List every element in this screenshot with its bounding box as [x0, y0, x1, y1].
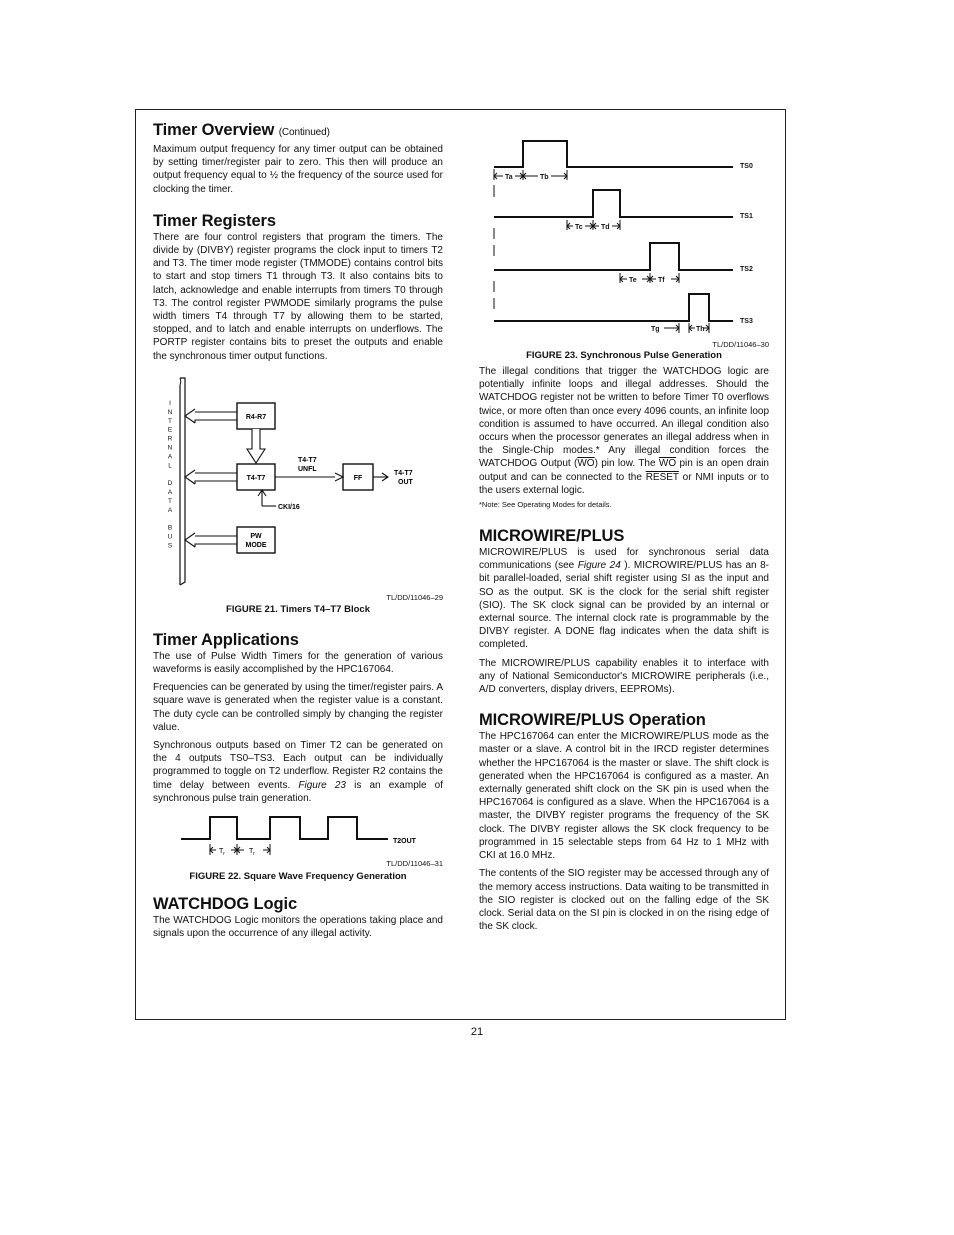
- watchdog-heading: WATCHDOG Logic: [153, 895, 298, 914]
- microwire-operation-heading: MICROWIRE/PLUS Operation: [479, 711, 706, 730]
- fig23-code: TL/DD/11046–30: [712, 340, 769, 349]
- bus-letter: A: [167, 506, 173, 514]
- left-column: [153, 120, 443, 940]
- ts3-trace: [494, 294, 733, 321]
- fig21-code: TL/DD/11046–29: [386, 592, 443, 602]
- tg-label: Tg: [651, 326, 660, 333]
- figure-22: [153, 811, 443, 871]
- tc-label: Tc: [575, 224, 583, 231]
- bus-right-line: [180, 378, 185, 585]
- pwmode-box: [237, 527, 275, 553]
- cki-arrow: [258, 490, 266, 500]
- fig22-code: TL/DD/11046–31: [386, 859, 443, 869]
- wo-signal: $\overline{WO}$: [577, 458, 595, 470]
- ff-label: FF: [353, 474, 363, 482]
- bus-letter: T: [168, 497, 172, 505]
- ts3-label: TS3: [740, 318, 753, 325]
- right-column: [479, 132, 769, 933]
- ts0-label: TS0: [740, 163, 753, 170]
- bus-letter: A: [167, 453, 173, 461]
- bus-letter: S: [167, 542, 173, 550]
- watchdog-para: The WATCHDOG Logic monitors the operations taking place and signals upon the occurrence of any illegal activity.: [153, 915, 443, 940]
- td-label: Td: [601, 224, 610, 231]
- ts0-trace: [494, 141, 733, 167]
- bus-letter: L: [168, 462, 172, 470]
- tf-label: Tf: [658, 277, 665, 284]
- tb-label: Tb: [540, 174, 549, 181]
- fig21-caption: FIGURE 21. Timers T4–T7 Block: [226, 603, 370, 615]
- figure-23: [479, 132, 769, 349]
- cki-label: CKI/16: [278, 503, 300, 511]
- pwmode-label-2: MODE: [245, 541, 267, 549]
- bus-letter: B: [167, 524, 173, 532]
- tr-label-1: $T_r$: [219, 848, 225, 858]
- operation-para-1: The HPC167064 can enter the MICROWIRE/PLUS mode as the master or a slave. A control bit in the IRCD register determines whether the HPC167064 is the master or slave. The shift clock is generated when the HPC167064 is configured as a master. An externally generated shift clock on the SK pin is used when the HPC167064 is configured as a slave. When the HPC167064 is a master, the DIVBY register programs the frequency of the SK clock. The DIVBY register allows the SK clock frequency to be programmed in 15 selectable steps from 64 Hz to 1 MHz with CKI at 16.0 MHz.: [479, 731, 769, 862]
- applications-para-1: The use of Pulse Width Timers for the generation of various waveforms is easily accomplished by the HPC167064.: [153, 650, 443, 676]
- ts2-trace: [494, 243, 733, 270]
- bus-letter: E: [167, 426, 173, 434]
- applications-para-3: Synchronous outputs based on Timer T2 can be generated on the 4 outputs TS0–TS3. Each output can be individually programmed to toggle on T2 underflow. Register R2 contains the time delay between events. Figure 23 is an example of synchronous pulse train generation.: [153, 740, 444, 804]
- tr-label-2: $T_r$: [249, 848, 255, 858]
- timer-registers-heading: Timer Registers: [153, 211, 276, 230]
- microwire-para-1: MICROWIRE/PLUS is used for synchronous serial data communications (see Figure 24 ). MICROWIRE/PLUS has an 8-bit parallel-loaded, serial shift register using SI as the input and SO as the output. SK is the clock for the serial shift register (SIO). The SK clock signal can be provided by an internal or external source. The internal clock rate is programmable by the DIVBY register. A DONE flag indicates when the data shift is completed.: [479, 547, 769, 651]
- figure-23-ref: Figure 23: [298, 779, 346, 791]
- ts2-label: TS2: [740, 266, 753, 273]
- ts1-trace: [494, 190, 733, 217]
- bus-letter: A: [167, 488, 173, 496]
- te-label: Te: [629, 277, 637, 284]
- timing-dimensions: [494, 170, 709, 333]
- watchdog-cont-para: The illegal conditions that trigger the WATCHDOG logic are potentially infinite loops and illegal addresses. Should the WATCHDOG register not be written to before Timer T0 overflows twice, or more often than once every 4096 counts, an infinite loop condition is assumed to have occurred. An illegal condition also occurs when the processor generates an illegal address when in the Single-Chip modes.* Any illegal condition forces the WATCHDOG Output $(\overline{WO})$ pin low. The $\overline{WO}$ pin is an open drain output and can be connected to the RESET or NMI inputs or to the users external logic.: [479, 366, 769, 496]
- fig22-caption: FIGURE 22. Square Wave Frequency Generation: [189, 871, 407, 883]
- th-label: Th: [696, 326, 705, 333]
- bus-letter: I: [169, 399, 171, 407]
- bus-letter: T: [168, 417, 172, 425]
- ta-label: Ta: [505, 174, 513, 181]
- square-wave-trace: [181, 817, 388, 839]
- bus-letter: N: [167, 408, 173, 416]
- wo-signal-2: $\overline{WO}$: [658, 458, 677, 470]
- timer-registers-para: There are four control registers that program the timers. The divide by (DIVBY) register programs the clock input to timers T2 and T3. The timer mode register (TMMODE) contains control bits to start and stop timers T1 through T3. It also contains bits to latch, acknowledge and enable interrupts from timers T0 through T3. The control register PWMODE similarly programs the pulse width timers T4 through T7 by allowing them to be started, stopped, and to latch and enable interrupts on underflows. The PORTP register contains bits to preset the outputs and enable the synchronous timer output functions.: [153, 231, 443, 362]
- unfl-label-2: UNFL: [298, 465, 317, 473]
- t4t7-label: T4-T7: [246, 474, 266, 482]
- figure-21: [153, 375, 443, 605]
- sync-pulse-diagram: [479, 132, 769, 337]
- r4r7-label: R4-R7: [245, 413, 267, 421]
- operating-modes-note: *Note: See Operating Modes for details.: [479, 500, 612, 510]
- timers-block-diagram: [153, 375, 443, 605]
- timer-overview-heading: Timer Overview (Continued): [153, 121, 330, 139]
- load-arrow: [247, 429, 265, 463]
- continued-label: (Continued): [278, 127, 330, 138]
- figure-24-ref: Figure 24: [577, 560, 621, 572]
- timer-overview-para: Maximum output frequency for any timer output can be obtained by setting timer/register pair to zero. This then will produce an output frequency equal to ½ the frequency of the source used for clocking the timer.: [153, 144, 443, 195]
- bus-letter: D: [167, 479, 173, 487]
- square-wave-diagram: [153, 811, 443, 861]
- bus-label: [168, 400, 173, 549]
- timer-applications-heading: Timer Applications: [153, 630, 299, 649]
- t2out-label: T2OUT: [393, 838, 416, 846]
- reset-signal: RESET: [645, 471, 679, 483]
- out-label-1: T4-T7: [394, 469, 413, 477]
- out-label-2: OUT: [398, 478, 413, 486]
- unfl-label-1: T4-T7: [298, 456, 317, 464]
- microwire-para-2: The MICROWIRE/PLUS capability enables it to interface with any of National Semiconductor's MICROWIRE peripherals (i.e., A/D converters, display drivers, EEPROMs).: [479, 657, 769, 696]
- pwmode-label-1: PW: [250, 532, 262, 540]
- operation-para-2: The contents of the SIO register may be accessed through any of the memory access instructions. Data waiting to be transmitted in the SIO register is clocked out on the falling edge of the SK clock. Serial data on the SI pin is clocked in on the rising edge of the SK clock.: [479, 868, 769, 933]
- applications-para-2: Frequencies can be generated by using the timer/register pairs. A square wave is generated when the register value is a constant. The duty cycle can be controlled simply by changing the register value.: [153, 682, 443, 733]
- page-number: 21: [470, 1026, 484, 1038]
- bus-letter: U: [167, 533, 173, 541]
- bus-letter: R: [167, 435, 173, 443]
- microwire-heading: MICROWIRE/PLUS: [479, 527, 625, 546]
- fig23-caption: FIGURE 23. Synchronous Pulse Generation: [526, 350, 722, 361]
- ts1-label: TS1: [740, 213, 753, 220]
- bus-letter: N: [167, 444, 173, 452]
